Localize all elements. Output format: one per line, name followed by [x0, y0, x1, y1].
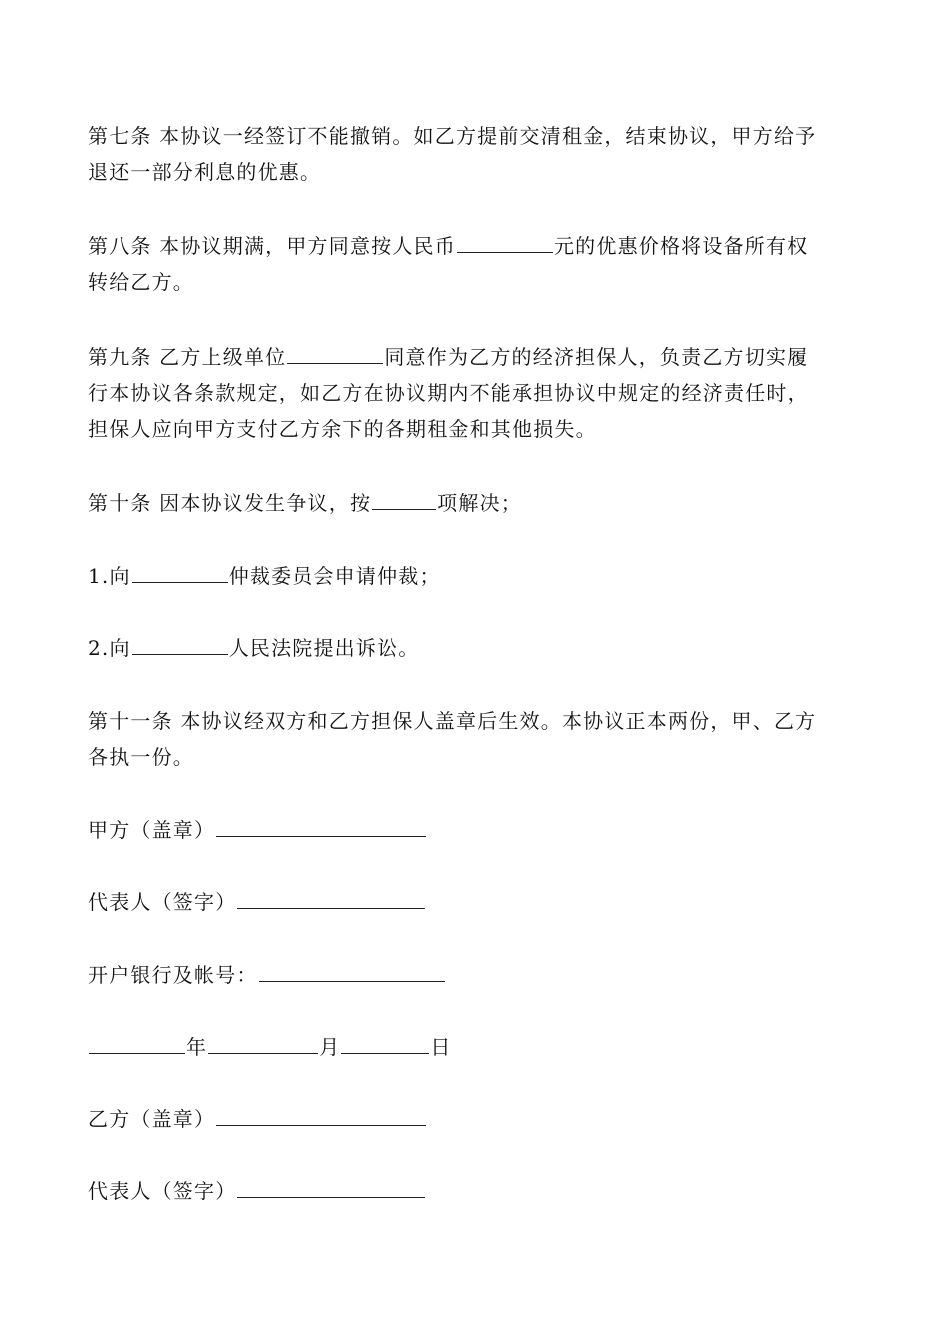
party-a-rep-blank	[237, 884, 425, 909]
year-blank	[89, 1029, 185, 1054]
date-row	[88, 1029, 866, 1065]
option-1	[88, 558, 866, 594]
party-b-seal-row	[88, 1101, 866, 1137]
article-9	[88, 339, 866, 447]
party-a-seal-label: 甲方（盖章）	[88, 818, 216, 842]
resolution-option-blank	[372, 485, 436, 510]
article-11	[88, 703, 866, 775]
court-blank	[132, 630, 228, 655]
party-b-rep-label: 代表人（签字）	[88, 1179, 237, 1203]
article-8-line-2: 转给乙方。	[88, 270, 194, 294]
party-b-rep-row	[88, 1173, 866, 1209]
day-label: 日	[430, 1035, 452, 1059]
article-9-line-3: 担保人应向甲方支付乙方余下的各期租金和其他损失。	[88, 417, 597, 441]
party-a-seal-row	[88, 812, 866, 848]
option-1-text-2: 仲裁委员会申请仲裁；	[228, 564, 441, 588]
party-b-seal-blank	[216, 1101, 426, 1126]
article-10-text-2: 项解决；	[437, 491, 522, 515]
article-9-text-1: 第九条 乙方上级单位	[88, 345, 287, 369]
article-8-text-1: 第八条 本协议期满，甲方同意按人民币	[88, 234, 456, 258]
option-2-text-2: 人民法院提出诉讼。	[228, 636, 420, 660]
article-11-line-1: 第十一条 本协议经双方和乙方担保人盖章后生效。本协议正本两份，甲、乙方	[88, 709, 817, 733]
bank-account-blank	[259, 957, 445, 982]
month-label: 月	[319, 1035, 341, 1059]
article-9-text-2: 同意作为乙方的经济担保人，负责乙方切实履	[384, 345, 809, 369]
option-2	[88, 630, 866, 666]
article-10	[88, 485, 866, 521]
price-blank	[457, 228, 553, 253]
article-7-line-2: 退还一部分利息的优惠。	[88, 160, 322, 184]
party-a-rep-label: 代表人（签字）	[88, 890, 237, 914]
article-7-line-1: 第七条 本协议一经签订不能撤销。如乙方提前交清租金，结束协议，甲方给予	[88, 124, 817, 148]
article-8	[88, 228, 866, 300]
bank-account-row	[88, 957, 866, 993]
option-2-text-1: 2.向	[88, 636, 131, 660]
article-11-line-2: 各执一份。	[88, 745, 194, 769]
article-7	[88, 118, 866, 190]
article-10-text-1: 第十条 因本协议发生争议，按	[88, 491, 372, 515]
party-b-seal-label: 乙方（盖章）	[88, 1107, 216, 1131]
bank-account-label: 开户银行及帐号：	[88, 963, 258, 987]
party-a-seal-blank	[216, 812, 426, 837]
year-label: 年	[186, 1035, 208, 1059]
option-1-text-1: 1.向	[88, 564, 131, 588]
arbitration-committee-blank	[132, 558, 228, 583]
article-8-text-2: 元的优惠价格将设备所有权	[553, 234, 809, 258]
article-9-line-2: 行本协议各条款规定，如乙方在协议期内不能承担协议中规定的经济责任时，	[88, 381, 809, 405]
day-blank	[341, 1029, 429, 1054]
month-blank	[208, 1029, 318, 1054]
guarantor-blank	[287, 339, 383, 364]
party-a-rep-row	[88, 884, 866, 920]
party-b-rep-blank	[237, 1173, 425, 1198]
